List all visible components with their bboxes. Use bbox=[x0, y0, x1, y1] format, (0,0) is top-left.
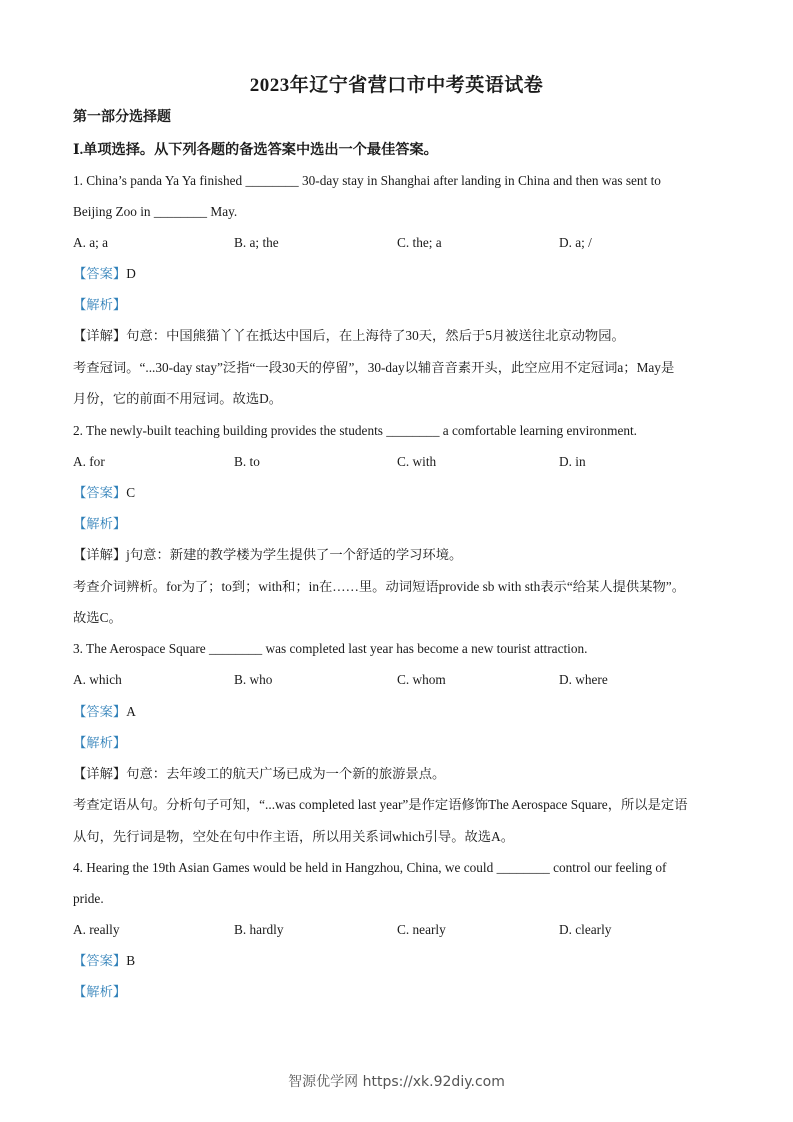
q1-answer bbox=[73, 265, 136, 283]
q3-option-a: A. which bbox=[73, 672, 122, 687]
question-1-line-2: Beijing Zoo in ________ May. bbox=[73, 204, 238, 219]
q1-option-d: D. a; / bbox=[559, 235, 592, 250]
q2-option-b: B. to bbox=[234, 454, 260, 469]
q2-detail-1: 【详解】j句意：新建的教学楼为学生提供了一个舒适的学习环境。 bbox=[73, 547, 463, 562]
q3-detail-2: 考查定语从句。分析句子可知，“...was completed last year”是作定语修饰The Aerospace Square，所以是定语 bbox=[73, 797, 688, 812]
footer-watermark: 智源优学网 https://xk.92diy.com bbox=[288, 1074, 505, 1090]
question-4-line-2: pride. bbox=[73, 891, 104, 906]
answer-value: C bbox=[126, 485, 136, 500]
q2-answer bbox=[73, 484, 135, 502]
q1-analysis-label: 【解析】 bbox=[73, 297, 127, 312]
question-3-line-1: 3. The Aerospace Square ________ was completed last year has become a new tourist attraction. bbox=[73, 641, 588, 656]
q2-detail-3: 故选C。 bbox=[73, 610, 122, 625]
q3-detail-1: 【详解】句意：去年竣工的航天广场已成为一个新的旅游景点。 bbox=[73, 766, 446, 781]
section-heading: Ⅰ.单项选择。从下列各题的备选答案中选出一个最佳答案。 bbox=[73, 142, 438, 158]
q4-option-b: B. hardly bbox=[234, 922, 284, 937]
q4-option-a: A. really bbox=[73, 922, 120, 937]
answer-label: 【答案】 bbox=[73, 704, 127, 719]
page-title: 2023年辽宁省营口市中考英语试卷 bbox=[249, 75, 544, 96]
answer-label: 【答案】 bbox=[73, 953, 127, 968]
q3-answer bbox=[73, 703, 136, 721]
q2-option-d: D. in bbox=[559, 454, 586, 469]
q3-analysis-label: 【解析】 bbox=[73, 735, 127, 750]
q3-option-b: B. who bbox=[234, 672, 273, 687]
q4-answer bbox=[73, 952, 135, 970]
part-heading: 第一部分选择题 bbox=[73, 110, 171, 125]
q2-option-a: A. for bbox=[73, 454, 105, 469]
q1-detail-2-text: 考查冠词。“...30-day stay”泛指“一段30天的停留”，30-day以辅音音素开头，此空应用不定冠词a；May是 bbox=[73, 360, 675, 375]
answer-label: 【答案】 bbox=[73, 266, 127, 281]
q3-option-c: C. whom bbox=[397, 672, 446, 687]
q3-option-d: D. where bbox=[559, 672, 608, 687]
q2-detail-2: 考查介词辨析。for为了；to到；with和；in在……里。动词短语provide sb with sth表示“给某人提供某物”。 bbox=[73, 579, 685, 594]
q3-detail-3: 从句，先行词是物，空处在句中作主语，所以用关系词which引导。故选A。 bbox=[73, 829, 515, 844]
answer-value: A bbox=[126, 704, 136, 719]
q4-option-d: D. clearly bbox=[559, 922, 612, 937]
q1-option-b: B. a; the bbox=[234, 235, 279, 250]
q1-detail-3: 月份，它的前面不用冠词。故选D。 bbox=[73, 391, 283, 406]
question-2-line-1: 2. The newly-built teaching building provides the students ________ a comfortable learning environment. bbox=[73, 423, 638, 438]
q1-option-c: C. the; a bbox=[397, 235, 442, 250]
answer-label: 【答案】 bbox=[73, 485, 127, 500]
q2-option-c: C. with bbox=[397, 454, 437, 469]
q1-option-a: A. a; a bbox=[73, 235, 109, 250]
q4-analysis-label: 【解析】 bbox=[73, 984, 127, 999]
q1-detail-2 bbox=[73, 359, 721, 377]
question-1-line-1: 1. China’s panda Ya Ya finished ________ 30-day stay in Shanghai after landing in China and then was sent to bbox=[73, 173, 661, 188]
q2-analysis-label: 【解析】 bbox=[73, 516, 127, 531]
answer-value: B bbox=[126, 953, 136, 968]
question-4-line-1: 4. Hearing the 19th Asian Games would be held in Hangzhou, China, we could ________ control our feeling of bbox=[73, 860, 667, 875]
q4-option-c: C. nearly bbox=[397, 922, 446, 937]
answer-value: D bbox=[126, 266, 136, 281]
q1-detail-1: 【详解】句意：中国熊猫丫丫在抵达中国后，在上海待了30天，然后于5月被送往北京动物园。 bbox=[73, 328, 625, 343]
